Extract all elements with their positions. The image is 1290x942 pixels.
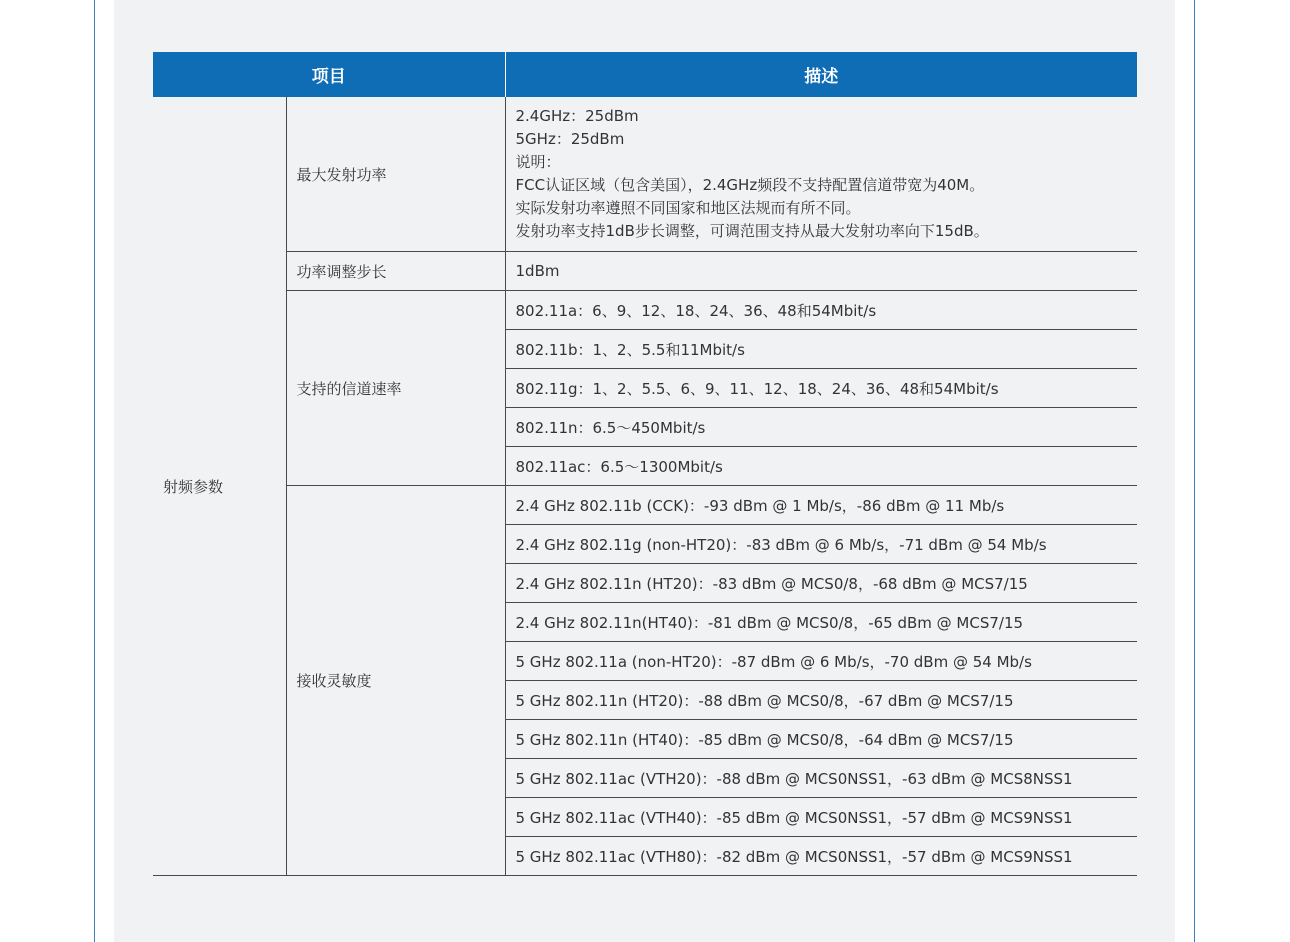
- item-max-power: 最大发射功率: [286, 97, 505, 252]
- desc-sensitivity: 2.4 GHz 802.11g (non-HT20)：-83 dBm @ 6 Mb/s，-71 dBm @ 54 Mb/s: [505, 525, 1137, 564]
- desc-line: 实际发射功率遵照不同国家和地区法规而有所不同。: [515, 199, 861, 217]
- desc-sensitivity: 2.4 GHz 802.11b (CCK)：-93 dBm @ 1 Mb/s，-86 dBm @ 11 Mb/s: [505, 486, 1137, 525]
- desc-rate: 802.11a：6、9、12、18、24、36、48和54Mbit/s: [505, 291, 1137, 330]
- item-power-step: 功率调整步长: [286, 252, 505, 291]
- desc-max-power: [505, 97, 1137, 252]
- desc-sensitivity: 5 GHz 802.11a (non-HT20)：-87 dBm @ 6 Mb/s，-70 dBm @ 54 Mb/s: [505, 642, 1137, 681]
- desc-rate: 802.11n：6.5～450Mbit/s: [505, 408, 1137, 447]
- desc-sensitivity: 5 GHz 802.11ac (VTH80)：-82 dBm @ MCS0NSS1，-57 dBm @ MCS9NSS1: [505, 837, 1137, 876]
- table-row: [153, 252, 1137, 291]
- desc-rate: 802.11b：1、2、5.5和11Mbit/s: [505, 330, 1137, 369]
- desc-sensitivity: 2.4 GHz 802.11n(HT40)：-81 dBm @ MCS0/8，-65 dBm @ MCS7/15: [505, 603, 1137, 642]
- desc-line: 5GHz：25dBm: [515, 130, 625, 148]
- header-item: 项目: [153, 52, 505, 97]
- table-header-row: [153, 52, 1137, 97]
- desc-line: 说明：: [515, 153, 561, 171]
- item-sensitivity: 接收灵敏度: [286, 486, 505, 876]
- page-border-left: [94, 0, 95, 942]
- desc-line: 发射功率支持1dB步长调整，可调范围支持从最大发射功率向下15dB。: [515, 222, 989, 240]
- item-rates: 支持的信道速率: [286, 291, 505, 486]
- desc-sensitivity: 5 GHz 802.11ac (VTH40)：-85 dBm @ MCS0NSS1，-57 dBm @ MCS9NSS1: [505, 798, 1137, 837]
- desc-line: 2.4GHz：25dBm: [515, 107, 639, 125]
- desc-power-step: 1dBm: [505, 252, 1137, 291]
- desc-sensitivity: 2.4 GHz 802.11n (HT20)：-83 dBm @ MCS0/8，-68 dBm @ MCS7/15: [505, 564, 1137, 603]
- table-row: [153, 486, 1137, 525]
- category-cell: 射频参数: [153, 97, 286, 876]
- table-row: [153, 291, 1137, 330]
- desc-rate: 802.11ac：6.5～1300Mbit/s: [505, 447, 1137, 486]
- table-row: [153, 97, 1137, 252]
- desc-rate: 802.11g：1、2、5.5、6、9、11、12、18、24、36、48和54Mbit/s: [505, 369, 1137, 408]
- desc-sensitivity: 5 GHz 802.11n (HT20)：-88 dBm @ MCS0/8，-67 dBm @ MCS7/15: [505, 681, 1137, 720]
- spec-table: [153, 52, 1137, 876]
- header-description: 描述: [505, 52, 1137, 97]
- desc-line: FCC认证区域（包含美国），2.4GHz频段不支持配置信道带宽为40M。: [515, 176, 985, 194]
- desc-sensitivity: 5 GHz 802.11n (HT40)：-85 dBm @ MCS0/8，-64 dBm @ MCS7/15: [505, 720, 1137, 759]
- page-border-right: [1194, 0, 1195, 942]
- desc-sensitivity: 5 GHz 802.11ac (VTH20)：-88 dBm @ MCS0NSS1，-63 dBm @ MCS8NSS1: [505, 759, 1137, 798]
